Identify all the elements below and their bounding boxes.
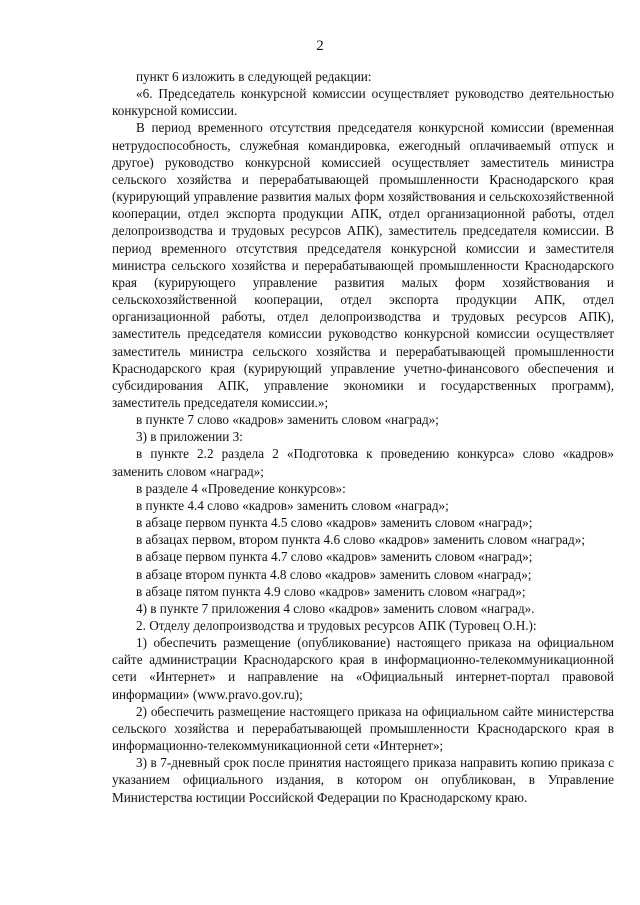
paragraph: пункт 6 изложить в следующей редакции: <box>136 69 372 84</box>
paragraph: 4) в пункте 7 приложения 4 слово «кадров» заменить словом «наград». <box>136 600 535 616</box>
paragraph: в разделе 4 «Проведение конкурсов»: <box>136 480 346 496</box>
paragraph: в абзаце первом пункта 4.5 слово «кадров» заменить словом «наград»; <box>136 515 533 531</box>
document-body <box>112 68 614 806</box>
paragraph: 3) в 7-дневный срок после принятия настоящего приказа направить копию приказа с указанием официального издания, в котором он опубликован, в Управление Министерства юстиции Российской Федерации по Краснодарскому краю. <box>112 755 614 805</box>
paragraph: в пункте 4.4 слово «кадров» заменить словом «наград»; <box>136 497 449 513</box>
paragraph: в абзаце пятом пункта 4.9 слово «кадров» заменить словом «наград»; <box>136 583 526 599</box>
paragraph: в пункте 7 слово «кадров» заменить словом «наград»; <box>136 412 439 428</box>
paragraph: 2. Отделу делопроизводства и трудовых ресурсов АПК (Туровец О.Н.): <box>136 618 537 633</box>
paragraph: В период временного отсутствия председателя конкурсной комиссии (временная нетрудоспособность, служебная командировка, ежегодный оплачиваемый отпуск и другое) руководство конкурсной комиссией осуществляет заместитель министра сельского хозяйства и перерабатывающей промышленности Краснодарского края (курирующий управление развития малых форм хозяйствования и сельскохозяйственной кооперации, отдел экспорта продукции АПК, отдел организационной работы, отдел делопроизводства и трудовых ресурсов АПК), заместитель председателя комиссии. В период временного отсутствия председателя конкурсной комиссии и заместителя министра сельского хозяйства и перерабатывающей промышленности Краснодарского края (курирующего управление развития малых форм хозяйствования и сельскохозяйственной кооперации, отдел экспорта продукции АПК, отдел организационной работы, отдел делопроизводства и трудовых ресурсов АПК), заместитель председателя комиссии руководство конкурсной комиссии осуществляет заместитель министра сельского хозяйства и перерабатывающей промышленности Краснодарского края (курирующий управление учетно-финансового обеспечения и субсидирования АПК, управление экономики и государственных программ), заместитель председателя комиссии.»; <box>112 120 614 410</box>
paragraph: «6. Председатель конкурсной комиссии осуществляет руководство деятельностью конкурсной комиссии. <box>112 86 614 119</box>
paragraph: 1) обеспечить размещение (опубликование) настоящего приказа на официальном сайте администрации Краснодарского края в информационно-телекоммуникационной сети «Интернет» и направление на «Официальный интернет-портал правовой информации» (www.pravo.gov.ru); <box>112 635 614 702</box>
page-number: 2 <box>316 38 324 54</box>
paragraph: 3) в приложении 3: <box>136 429 243 445</box>
paragraph: в абзацах первом, втором пункта 4.6 слово «кадров» заменить словом «наград»; <box>136 532 585 548</box>
paragraph: в абзаце втором пункта 4.8 слово «кадров» заменить словом «наград»; <box>136 566 532 582</box>
paragraph: в абзаце первом пункта 4.7 слово «кадров» заменить словом «наград»; <box>136 549 533 565</box>
paragraph: 2) обеспечить размещение настоящего приказа на официальном сайте министерства сельского хозяйства и перерабатывающей промышленности Краснодарского края в информационно-телекоммуникационной сети «Интернет»; <box>112 703 614 754</box>
paragraph: в пункте 2.2 раздела 2 «Подготовка к проведению конкурса» слово «кадров» заменить словом «наград»; <box>112 446 614 479</box>
